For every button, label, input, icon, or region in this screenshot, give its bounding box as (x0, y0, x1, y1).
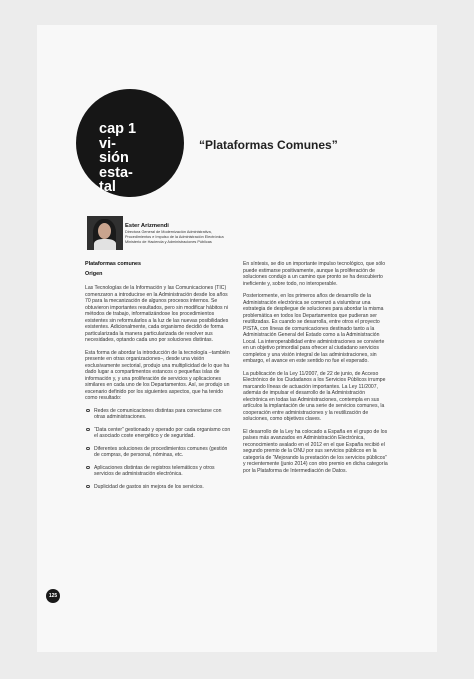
bullet-icon (86, 428, 90, 432)
bullet-icon (86, 409, 90, 413)
author-photo (87, 216, 123, 250)
list-item (85, 465, 232, 478)
list-item-text: Diferentes soluciones de procedimientos comunes (gestión de compras, de personal, nóminas, etc. (94, 445, 228, 458)
list-item-text: Duplicidad de gastos sin mejora de los servicios. (94, 483, 204, 490)
chapter-line: cap 1 (99, 121, 137, 137)
paragraph: Posteriormente, en los primeros años de desarrollo de la Administración electrónica se comenzó a vislumbrar una estrategia de despliegue de soluciones para abordar la misma problemática en todos los Departamentos que pudieran ser reutilizadas. Es cuando se desarrolla, entre otros el proyecto PISTA, con líneas de comunicaciones destinado tanto a la Administración General del Estado como a la Administración Local. La interoperabilidad entre administraciones se convierte en un objetivo primordial para ofrecer al ciudadano servicios completos y una visión integral de las administraciones, sin embargo, el avance en este sentido no fue el esperado. (243, 293, 385, 364)
chapter-line: tal (99, 179, 116, 195)
article-title: “Plataformas Comunes” (199, 138, 338, 152)
author-role (125, 230, 224, 245)
chapter-line: esta- (99, 164, 133, 181)
list-item-text: Redes de comunicaciones distintas para conectarse con otras administraciones. (94, 407, 222, 420)
list-item-text: “Data center” gestionado y operado por cada organismo con el asociado coste energético y de seguridad. (94, 426, 231, 439)
bullet-icon (86, 485, 90, 489)
page-number: 125 (46, 589, 60, 603)
paragraph: En síntesis, se dio un importante impulso tecnológico, que sólo puede estimarse positivamente, aunque la proliferación de soluciones condujo a un camino que pronto se ha descubierto ineficiente y, sobre todo, no interoperable. (243, 261, 386, 287)
author-role-line: Ministerio de Hacienda y Administraciones Públicas (125, 240, 212, 244)
chapter-line: vi- (99, 135, 116, 152)
paragraph: La publicación de la Ley 11/2007, de 22 de junio, de Acceso Electrónico de los Ciudadanos a los Servicios Públicos irrumpe marcando líneas de actuación importantes. La Ley 11/2007, además de impulsar el desarrollo de la Administración electrónica en todas las Administraciones, contempla en sus artículos la implantación de una serie de servicios comunes, la cooperación entre administraciones y la reutilización de soluciones, como objetivos claves. (243, 370, 386, 422)
bullet-icon (86, 447, 90, 451)
left-column (85, 261, 232, 496)
subsection-title: Origen (85, 270, 103, 277)
list-item (85, 484, 232, 491)
section-title: Plataformas comunes (85, 261, 142, 267)
paragraph: Esta forma de abordar la introducción de la tecnología –también presente en otras organizaciones–, desde una visión exclusivamente sectorial, produjo una multiplicidad de lo que ha dado lugar a compartimentos estancos o pequeñas islas de información y, y una proliferación de servicios y aplicaciones similares en cada uno de los Departamentos. Así, se produjo un escenario definido por los siguientes aspectos, que ha tenido como resultado: (85, 349, 230, 401)
bullet-icon (86, 466, 90, 470)
author-role-line: Procedimientos e Impulso de la Administración Electrónica (125, 235, 224, 239)
list-item (85, 408, 232, 421)
author-name: Ester Arizmendi (125, 223, 169, 229)
list-item (85, 446, 232, 459)
right-column (243, 261, 389, 480)
list-item (85, 427, 232, 440)
paragraph: Las Tecnologías de la Información y las Comunicaciones (TIC) comenzaron a introducirse en la Administración desde los años 70 para la mecanización de algunos procesos internos. Se obtuvieron importantes resultados, pero sin modificar hábitos ni métodos de trabajo, informatizándose los procedimientos existentes sin reformularlos a la luz de las nuevas posibilidades existentes. Adicionalmente, cada organismo decidió de forma particularizada la manera particularizada de resolver sus necesidades, optando cada uno por soluciones distintas. (85, 285, 229, 343)
list-item-text: Aplicaciones distintas de registros telemáticos y otros servicios de administración electrónica. (94, 464, 215, 477)
paragraph: El desarrollo de la Ley ha colocado a España en el grupo de los países más avanzados en Administración Electrónica, reconocimiento avalado en el 2012 en el que España recibió el segundo premio de la ONU por sus servicios públicos en la categoría de “Mejorando la prestación de los servicios públicos” y recientemente (junio 2014) con otro premio en dicha categoría por la Plataforma de Intermediación de Datos. (243, 428, 388, 474)
chapter-label (99, 122, 136, 195)
author-role-line: Directora General de Modernización Administrativa, (125, 230, 212, 234)
chapter-line: sión (99, 150, 129, 166)
